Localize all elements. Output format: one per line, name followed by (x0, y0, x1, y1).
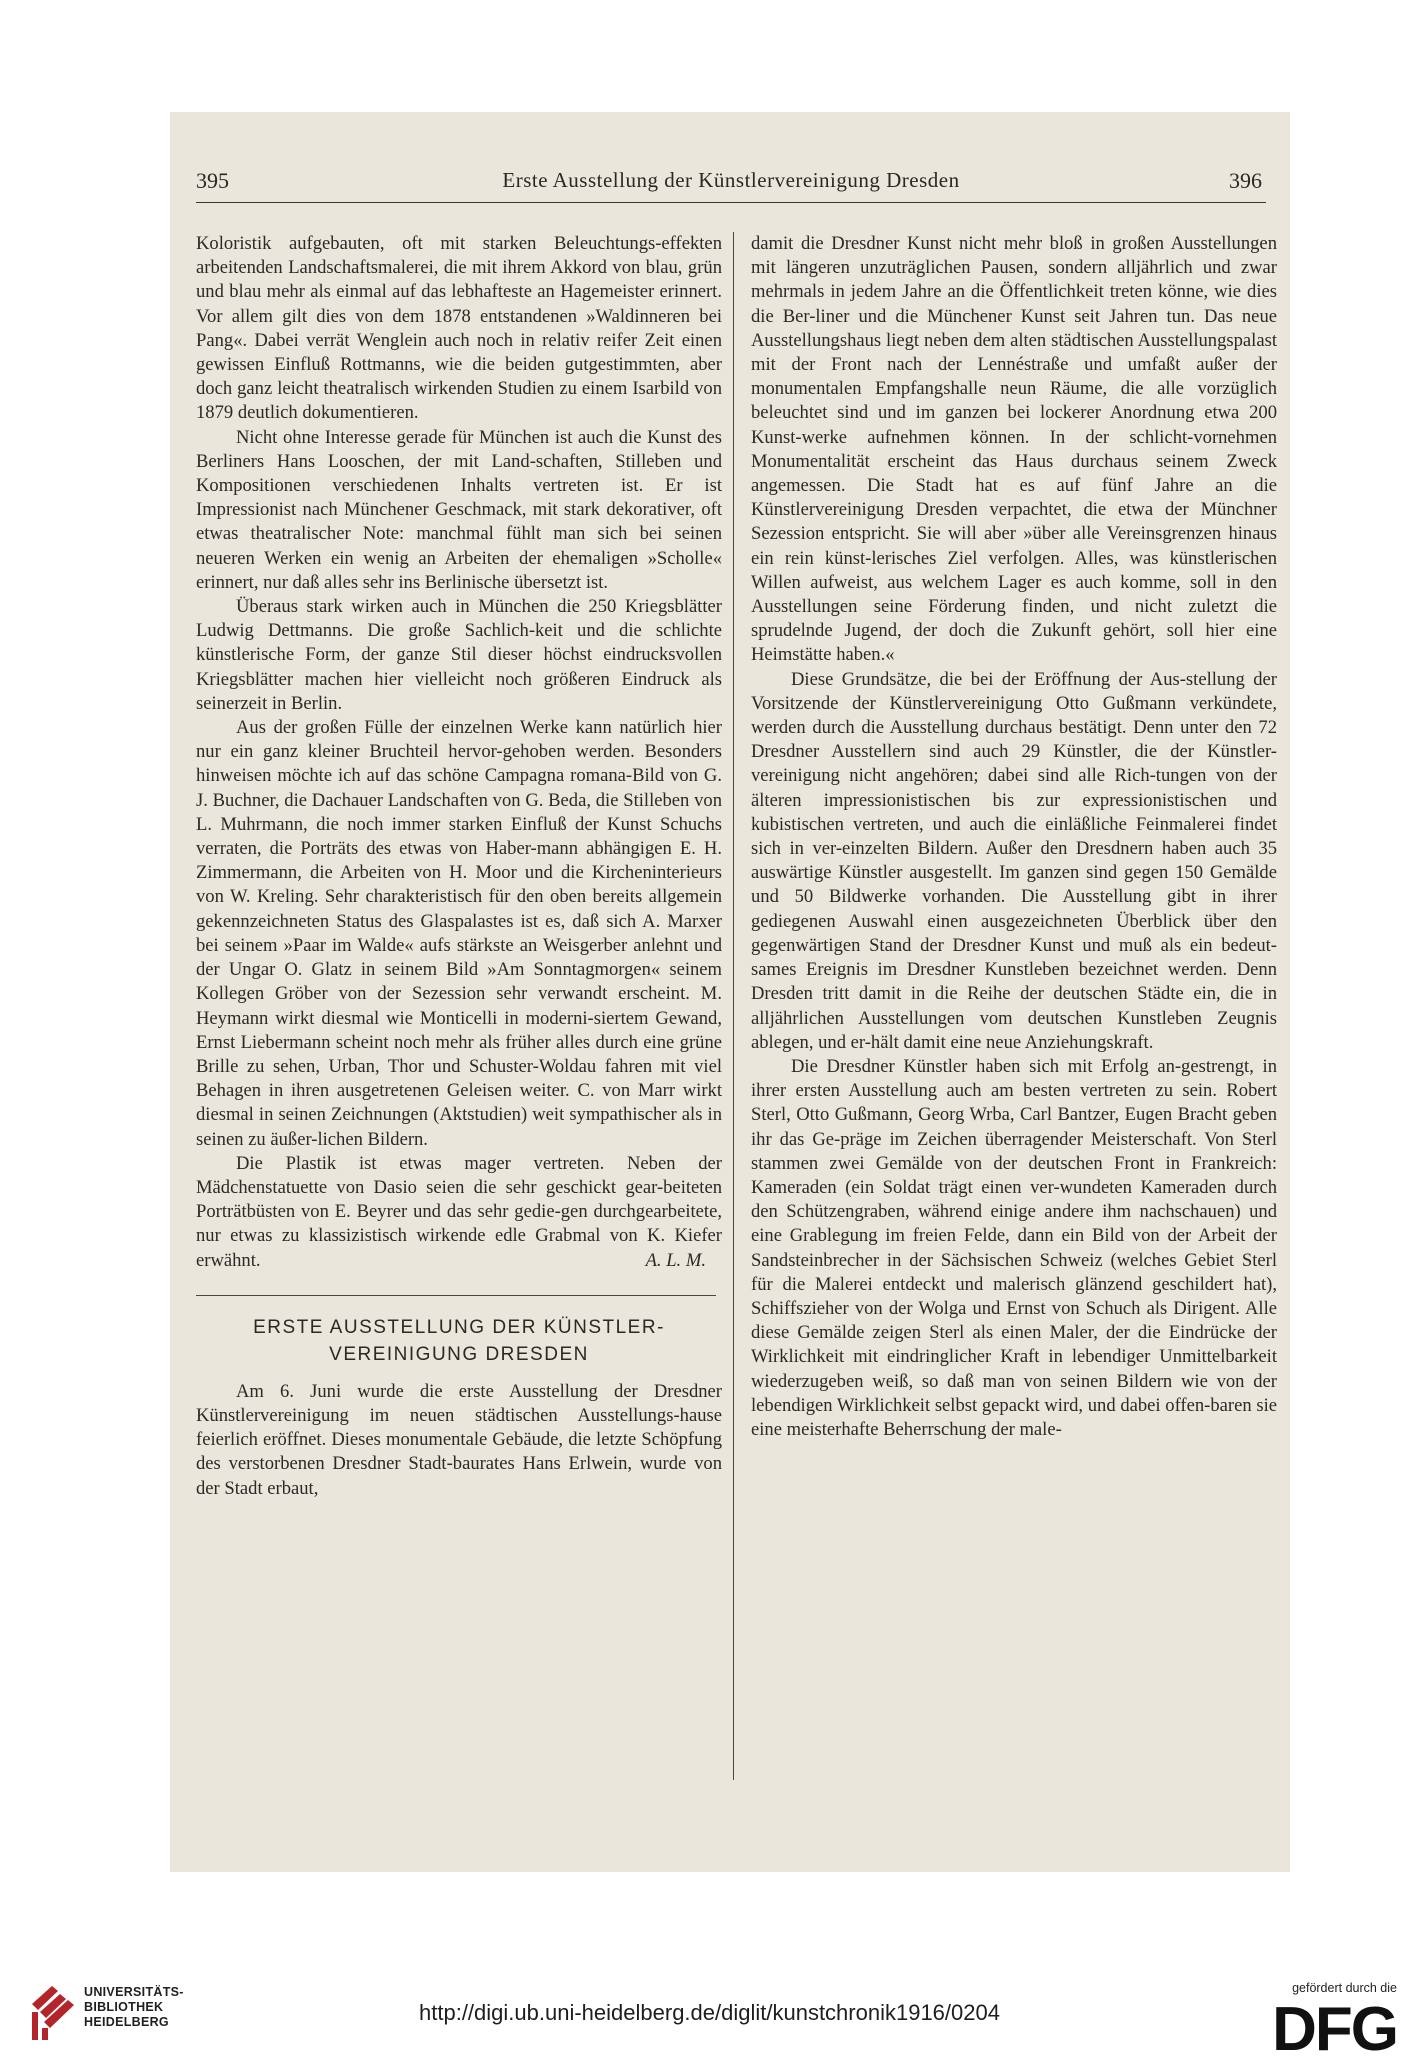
library-name-line: BIBLIOTHEK (84, 2000, 164, 2014)
section-heading (196, 1314, 722, 1368)
paragraph: damit die Dresdner Kunst nicht mehr bloß in großen Ausstellungen mit längeren unzuträglichen Pausen, sondern alljährlich und zwar mehrmals in jedem Jahre an die Öffentlichkeit treten könne, wie dies die Ber-liner und die Münchener Kunst seit Jahren tun. Das neue Ausstellungshaus liegt neben dem alten städtischen Ausstellungspalast mit der Front nach der Lennéstraße und umfaßt außer der monumentalen Empfangshalle neun Räume, die alle vorzüglich beleuchtet sind und im ganzen bei lockerer Anordnung etwa 200 Kunst-werke aufnehmen können. In der schlicht-vornehmen Monumentalität erscheint das Haus durchaus seinem Zweck angemessen. Die Stadt hat es auf fünf Jahre an die Künstlervereinigung Dresden verpachtet, die etwa der Münchner Sezession entspricht. Sie will aber »über alle Vereinsgrenzen hinaus ein rein künst-lerisches Ziel verfolgen. Alles, was künstlerischen Willen aufweist, aus welchem Lager es auch komme, soll in den Ausstellungen seine Förderung finden, und nicht zuletzt die sprudelnde Jugend, der doch die Zukunft gehört, soll hier eine Heimstätte haben.« (751, 233, 1277, 666)
left-column (196, 232, 722, 1501)
column-divider (733, 232, 734, 1780)
digitization-footer (0, 1960, 1419, 2072)
section-heading-line: VEREINIGUNG DRESDEN (329, 1343, 589, 1365)
section-divider (196, 1295, 716, 1296)
paragraph: Überaus stark wirken auch in München die 250 Kriegsblätter Ludwig Dettmanns. Die große Sachlich-keit und die schlichte künstlerische Form, der ganze Stil dieser höchst eindrucksvollen Kriegsblätter machen hier vielleicht noch größeren Eindruck als seinerzeit in Berlin. (196, 596, 722, 714)
page-header (196, 168, 1266, 203)
section-heading-line: ERSTE AUSSTELLUNG DER KÜNSTLER- (253, 1316, 665, 1338)
paragraph: Diese Grundsätze, die bei der Eröffnung der Aus-stellung der Vorsitzende der Künstlervereinigung Otto Gußmann verkündete, werden durch die Ausstellung durchaus bestätigt. Denn unter den 72 Dresdner Ausstellern sind auch 29 Künstler, die der Künstler-vereinigung nicht angehören; dabei sind alle Rich-tungen von der älteren impressionistischen bis zur expressionistischen und kubistischen vertreten, und auch die einläßliche Feinmalerei findet sich in ver-einzelten Bildern. Außer den Dresdnern haben auch 35 auswärtige Künstler ausgestellt. Im ganzen sind gegen 150 Gemälde und 50 Bildwerke vorhanden. Die Ausstellung gibt in ihrer gediegenen Auswahl einen ausgezeichneten Überblick über den gegenwärtigen Stand der Dresdner Kunst und muß als ein bedeut-sames Ereignis im Dresdner Kunstleben bezeichnet werden. Denn Dresden tritt damit in die Reihe der deutschen Städte ein, die in alljährlichen Ausstellungen vom deutschen Kunstleben Zeugnis ablegen, und er-hält damit eine neue Anziehungskraft. (751, 668, 1277, 1053)
funding-note: gefördert durch die (1292, 1981, 1397, 1995)
paragraph: Am 6. Juni wurde die erste Ausstellung der Dresdner Künstlervereinigung im neuen städtischen Ausstellungs-hause feierlich eröffnet. Dieses monumentale Gebäude, die letzte Schöpfung des verstorbenen Dresdner Stadt-baurates Hans Erlwein, wurde von der Stadt erbaut, (196, 1380, 722, 1499)
author-signature: A. L. M. (645, 1249, 706, 1271)
paragraph: Aus der großen Fülle der einzelnen Werke kann natürlich hier nur ein ganz kleiner Bruchteil hervor-gehoben werden. Besonders hinweisen möchte ich auf das schöne Campagna romana-Bild von G. J. Buchner, die Dachauer Landschaften von G. Beda, die Stilleben von L. Muhrmann, die noch immer starken Einfluß der Kunst Schuchs verraten, die Porträts des etwas von Haber-mann abhängigen E. H. Zimmermann, die Arbeiten von H. Moor und die Kircheninterieurs von W. Kreling. Sehr charakteristisch für den oben bereits allgemein gekennzeichneten Status des Glaspalastes ist es, daß sich A. Marxer bei seinem »Paar im Walde« aufs stärkste an Weisgerber anlehnt und der Ungar O. Glatz in seinem Bild »Am Sonntagmorgen« seinem Kollegen Gröber von der Sezession sehr verwandt erscheint. M. Heymann wirkt diesmal wie Monticelli in moderni-siertem Gewand, Ernst Liebermann scheint noch mehr als früher alles durch eine grüne Brille zu sehen, Urban, Thor und Schuster-Woldau fahren mit viel Behagen in ihren ausgetretenen Geleisen weiter. C. von Marr wirkt diesmal in seinen Zeichnungen (Aktstudien) weit sympathischer als in seinen zu äußer-lichen Bildern. (196, 717, 722, 1150)
right-column (751, 232, 1277, 1442)
running-title: Erste Ausstellung der Künstlervereinigung Dresden (502, 168, 960, 192)
paragraph-text: Die Plastik ist etwas mager vertreten. Neben der Mädchenstatuette von Dasio seien die sehr geschickt gear-beiteten Porträtbüsten von E. Beyrer und das sehr gedie-gen durchgearbeitete, nur etwas zu klassizistisch wirkende edle Grabmal von K. Kiefer erwähnt. (196, 1152, 722, 1271)
page-number-right: 396 (1229, 168, 1262, 193)
page-number-left: 395 (196, 168, 229, 193)
library-name-line: HEIDELBERG (84, 2015, 169, 2029)
paragraph (196, 1152, 722, 1273)
dfg-logo: DFG (1272, 1995, 1397, 2064)
library-name-line: UNIVERSITÄTS- (84, 1985, 184, 1999)
paragraph: Die Dresdner Künstler haben sich mit Erfolg an-gestrengt, in ihrer ersten Ausstellung auch am besten vertreten zu sein. Robert Sterl, Otto Gußmann, Georg Wrba, Carl Bantzer, Eugen Bracht geben ihr das Ge-präge im Zeichen überragender Meisterschaft. Von Sterl stammen zwei Gemälde von der deutschen Front in Frankreich: Kameraden (ein Soldat trägt einen ver-wundeten Kameraden durch den Schützengraben, während einige andere ihm nachschauen) und eine Grablegung im freien Felde, dann ein Bild von der Arbeit der Sandsteinbrecher in der Sächsischen Schweiz (welches Gebiet Sterl für die Malerei entdeckt und malerisch glänzend geschildert hat), Schiffszieher von der Wolga und Ernst von Schuch als Dirigent. Alle diese Gemälde zeigen Sterl als einen Maler, der die Eindrücke der Wirklichkeit mit eindringlicher Kraft in lebendiger Unmittelbarkeit wiederzugeben weiß, so daß man von seinen Bildern wie von der lebendigen Wirklichkeit selbst gepackt wird, und dabei offen-baren sie eine meisterhafte Beherrschung der male- (751, 1055, 1277, 1440)
permalink-url[interactable]: http://digi.ub.uni-heidelberg.de/diglit/kunstchronik1916/0204 (419, 2000, 1000, 2025)
paragraph: Koloristik aufgebauten, oft mit starken Beleuchtungs-effekten arbeitenden Landschaftsmalerei, die mit ihrem Akkord von blau, grün und blau mehr als einmal auf das lebhafteste an Hagemeister erinnert. Vor allem gilt dies von dem 1878 entstandenen »Waldinneren bei Pang«. Dabei verrät Wenglein auch noch in relativ reifer Zeit einen gewissen Einfluß Rottmanns, wie die beiden gutgestimmten, aber doch ganz leicht theatralisch wirkenden Studien zu einem Isarbild von 1879 deutlich dokumentieren. (196, 233, 722, 424)
paragraph: Nicht ohne Interesse gerade für München ist auch die Kunst des Berliners Hans Looschen, der mit Land-schaften, Stilleben und Kompositionen verschiedenen Inhalts vertreten ist. Er ist Impressionist nach Münchener Geschmack, mit stark dekorativer, oft etwas theatralischer Note: manchmal fühlt man sich bei seinen neueren Werken ein wenig an Arbeiten der ehemaligen »Scholle« erinnert, nur daß alles sehr ins Berlinische übersetzt ist. (196, 426, 722, 593)
